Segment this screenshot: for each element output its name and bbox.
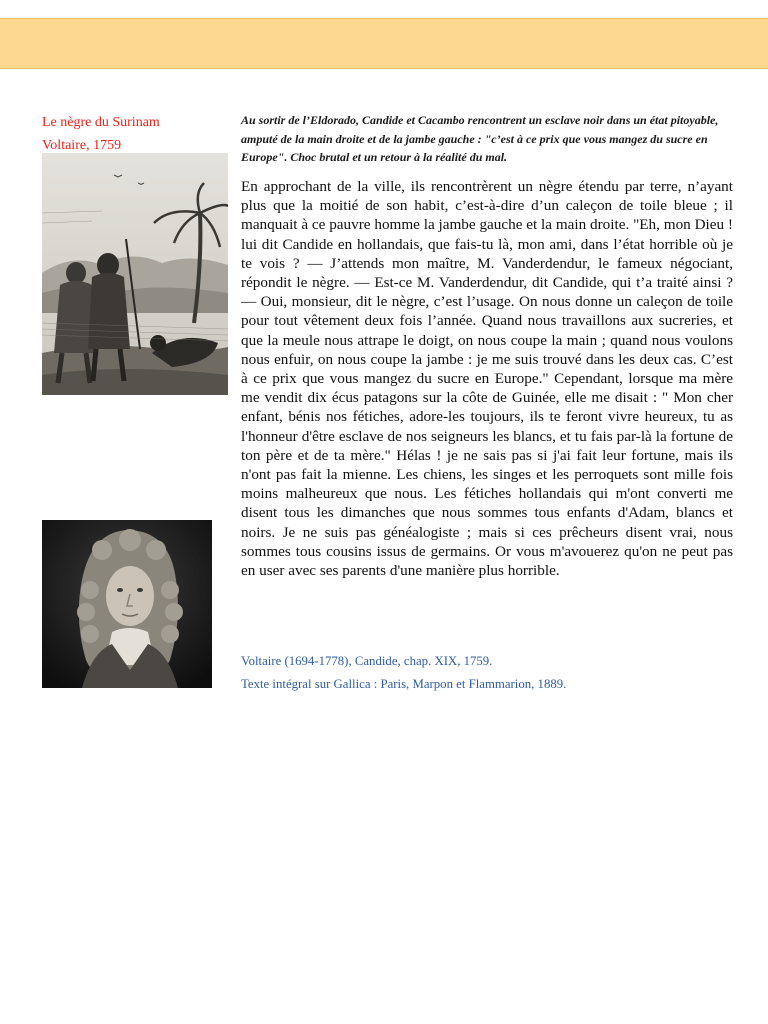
section-title: Le nègre du Surinam bbox=[42, 115, 160, 130]
candide-engraving-illustration bbox=[42, 153, 228, 395]
excerpt-text: En approchant de la ville, ils rencontrèrent un nègre étendu par terre, n’ayant plus que la moitié de son habit, c’est-à-dire d’un caleçon de toile bleue ; il manquait à ce pauvre homme la jambe gauche et la main droite. "Eh, mon Dieu ! lui dit Candide en hollandais, que fais-tu là, mon ami, dans l’état horrible où je te vois ? — J’attends mon maître, M. Vanderdendur, le fameux négociant, répondit le nègre. — Est-ce M. Vanderdendur, dit Candide, qui t’a traité ainsi ? — Oui, monsieur, dit le nègre, c’est l’usage. On nous donne un caleçon de toile pour tout vêtement deux fois l’année. Quand nous travaillons aux sucreries, et que la meule nous attrape le doigt, on nous coupe la main ; quand nous voulons nous enfuir, on nous coupe la jambe : je me suis trouvé dans les deux cas. C’est à ce prix que vous mangez du sucre en Europe." Cependant, lorsque ma mère me vendit dix écus patagons sur la côte de Guinée, elle me disait : " Mon cher enfant, bénis nos fétiches, adore-les toujours, ils te feront vivre heureux, tu as l'honneur d'être esclave de nos seigneurs les blancs, et tu fais par-là la fortune de ton père et de ta mère." Hélas ! je ne sais pas si j'ai fait leur fortune, mais ils n'ont pas fait la mienne. Les chiens, les singes et les perroquets sont mille fois moins malheureux que nous. Les fétiches hollandais qui m'ont converti me disent tous les dimanches que nous sommes tous enfants d'Adam, blancs et noirs. Je ne suis pas généalogiste ; mais si ces prêcheurs disent vrai, nous sommes tous cousins issus de germains. Or vous m'avouerez qu'on ne peut pas en user avec ses parents d'une manière plus horrible. bbox=[241, 178, 733, 580]
header-banner bbox=[0, 18, 768, 69]
section-subtitle: Voltaire, 1759 bbox=[42, 138, 122, 153]
source-citation: Voltaire (1694-1778), Candide, chap. XIX, 1759. bbox=[241, 654, 493, 668]
voltaire-portrait bbox=[42, 520, 212, 688]
section-title-block bbox=[42, 111, 232, 157]
intro-summary: Au sortir de l’Eldorado, Candide et Cacambo rencontrent un esclave noir dans un état pitoyable, amputé de la main droite et de la jambe gauche : "c’est à ce prix que vous mangez du sucre en Europe". Choc brutal et un retour à la réalité du mal. bbox=[241, 113, 719, 165]
gallica-source-link[interactable]: Texte intégral sur Gallica : Paris, Marpon et Flammarion, 1889. bbox=[241, 677, 567, 691]
